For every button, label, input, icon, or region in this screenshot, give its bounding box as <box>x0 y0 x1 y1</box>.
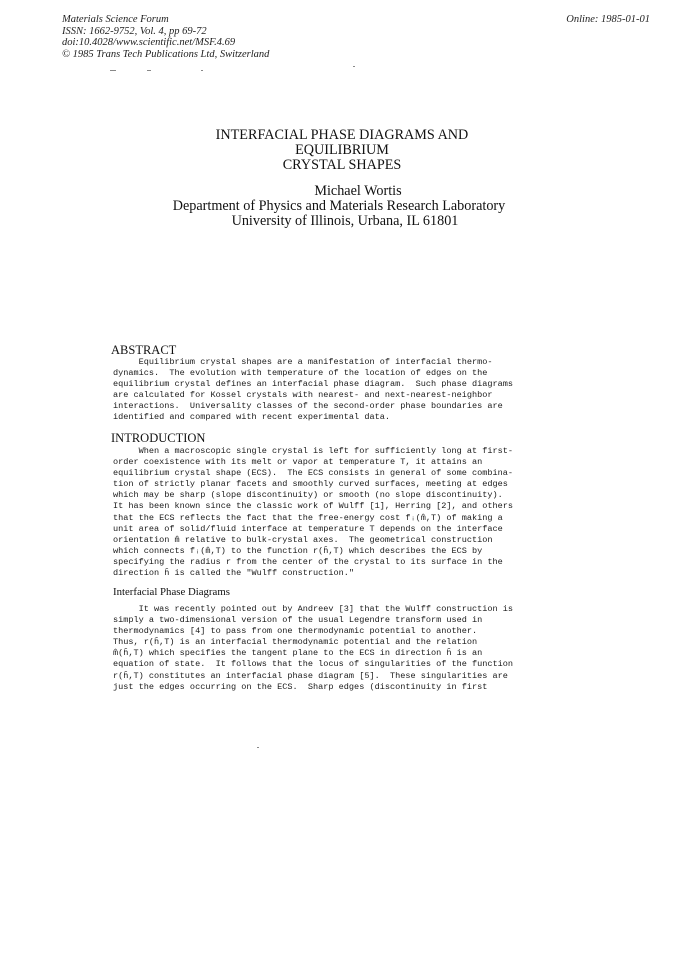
text-line: which connects fᵢ(m̂,T) to the function r(ĥ,T) which describes the ECS by <box>113 545 483 556</box>
abstract-body <box>113 357 513 424</box>
author-department: Department of Physics and Materials Research Laboratory <box>172 198 506 214</box>
text-line: Equilibrium crystal shapes are a manifestation of interfacial thermo- <box>113 357 493 367</box>
interfacial-phase-diagrams-body <box>113 604 513 693</box>
scan-artifact <box>201 70 203 71</box>
abstract-heading: ABSTRACT <box>111 343 177 357</box>
text-line: It was recently pointed out by Andreev [3] that the Wulff construction is <box>113 604 514 614</box>
text-line: simply a two-dimensional version of the usual Legendre transform used in <box>113 615 483 626</box>
text-line: r(ĥ,T) constitutes an interfacial phase diagram [5]. These singularities are <box>113 670 508 681</box>
text-line: direction ĥ is called the "Wulff construction." <box>113 568 355 579</box>
scan-artifact <box>147 70 151 71</box>
text-line: Thus, r(ĥ,T) is an interfacial thermodynamic potential and the relation <box>113 637 478 648</box>
paper-title <box>0 128 678 173</box>
text-line: equilibrium crystal shape (ECS). The ECS consists in general of some combina- <box>113 468 514 479</box>
text-line: m̂(ĥ,T) which specifies the tangent plane to the ECS in direction ĥ is an <box>113 648 483 659</box>
text-line: are calculated for Kossel crystals with nearest- and next-nearest-neighbor <box>113 390 493 401</box>
journal-issn-volume: ISSN: 1662-9752, Vol. 4, pp 69-72 <box>62 25 207 37</box>
text-line: When a macroscopic single crystal is left for sufficiently long at first- <box>113 446 514 456</box>
introduction-body <box>113 446 513 579</box>
text-line: specifying the radius r from the center of the crystal to its surface in the <box>113 556 503 567</box>
title-line: EQUILIBRIUM <box>295 142 389 158</box>
text-line: thermodynamics [4] to pass from one thermodynamic potential to another. <box>113 626 478 637</box>
title-line: CRYSTAL SHAPES <box>282 157 402 173</box>
scan-artifact <box>257 747 259 748</box>
text-line: dynamics. The evolution with temperature of the location of edges on the <box>113 368 488 379</box>
text-line: interactions. Universality classes of the second-order phase boundaries are <box>113 401 503 412</box>
text-line: It has been known since the classic work of Wulff [1], Herring [2], and others <box>113 501 514 512</box>
text-line: just the edges occurring on the ECS. Sharp edges (discontinuity in first <box>113 681 488 692</box>
author-block <box>0 184 678 229</box>
author-affiliation: University of Illinois, Urbana, IL 61801 <box>231 213 459 229</box>
journal-citation-header <box>62 14 269 60</box>
text-line: that the ECS reflects the fact that the free-energy cost fᵢ(m̂,T) of making a <box>113 512 503 523</box>
scan-artifact <box>353 66 355 67</box>
interfacial-phase-diagrams-heading: Interfacial Phase Diagrams <box>113 586 230 598</box>
author-name: Michael Wortis <box>314 183 402 199</box>
text-line: unit area of solid/fluid interface at temperature T depends on the interface <box>113 523 503 534</box>
scan-artifact <box>110 70 116 71</box>
journal-doi: doi:10.4028/www.scientific.net/MSF.4.69 <box>62 37 236 48</box>
title-line: INTERFACIAL PHASE DIAGRAMS AND <box>215 127 469 143</box>
text-line: which may be sharp (slope discontinuity) or smooth (no slope discontinuity). <box>113 490 503 501</box>
text-line: tion of strictly planar facets and smoothly curved surfaces, meeting at edges <box>113 479 508 490</box>
online-date: Online: 1985-01-01 <box>566 14 650 25</box>
introduction-heading: INTRODUCTION <box>111 431 206 445</box>
journal-name: Materials Science Forum <box>62 14 169 25</box>
text-line: orientation m̂ relative to bulk-crystal axes. The geometrical construction <box>113 534 493 545</box>
text-line: identified and compared with recent experimental data. <box>113 412 390 423</box>
text-line: equation of state. It follows that the locus of singularities of the function <box>113 659 514 670</box>
journal-copyright: © 1985 Trans Tech Publications Ltd, Switzerland <box>62 48 270 60</box>
text-line: equilibrium crystal defines an interfacial phase diagram. Such phase diagrams <box>113 379 514 390</box>
text-line: order coexistence with its melt or vapor at temperature T, it attains an <box>113 457 483 468</box>
